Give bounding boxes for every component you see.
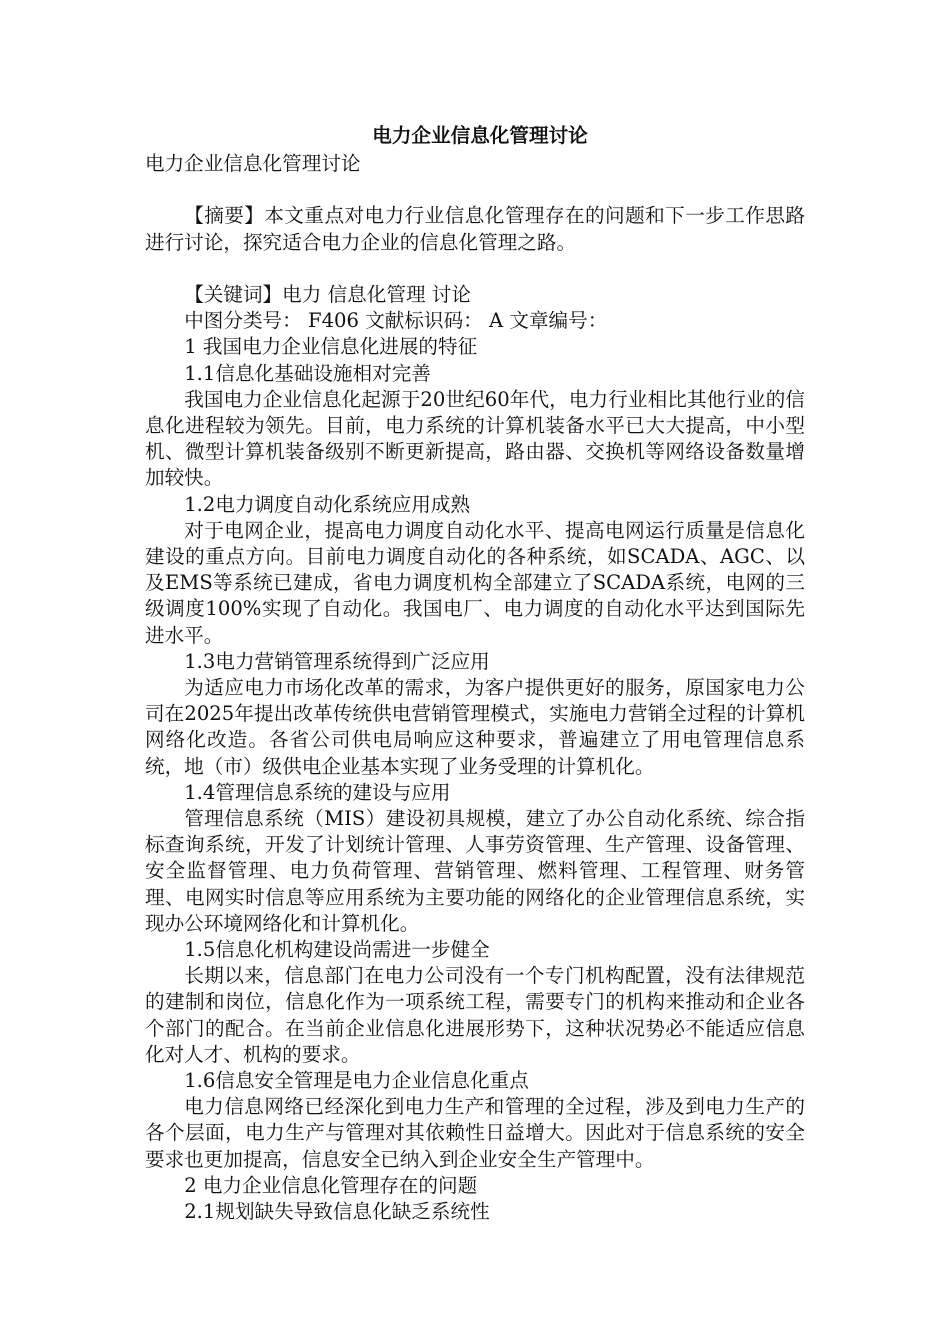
section-heading: 2.1规划缺失导致信息化缺乏系统性 [184,1200,490,1224]
section-heading: 1.2电力调度自动化系统应用成熟 [184,492,471,516]
document-body [145,121,805,1225]
section-heading: 1.5信息化机构建设尚需进一步健全 [184,938,490,962]
section-paragraph: 管理信息系统（MIS）建设初具规模，建立了办公自动化系统、综合指标查询系统，开发了计划统计管理、人事劳资管理、生产管理、设备管理、安全监督管理、电力负荷管理、营销管理、燃料管理、工程管理、财务管理、电网实时信息等应用系统为主要功能的网络化的企业管理信息系统，实现办公环境网络化和计算机化。 [145,807,805,935]
section-paragraph: 长期以来，信息部门在电力公司没有一个专门机构配置，没有法律规范的建制和岗位，信息化作为一项系统工程，需要专门的机构来推动和企业各个部门的配合。在当前企业信息化进展形势下，这种状况势必不能适应信息化对人才、机构的要求。 [145,964,805,1066]
section-heading: 1.4管理信息系统的建设与应用 [184,780,451,804]
document-subtitle: 电力企业信息化管理讨论 [145,152,361,175]
blank-line [145,256,805,282]
document-title: 电力企业信息化管理讨论 [372,124,588,147]
section-paragraph: 我国电力企业信息化起源于20世纪60年代，电力行业相比其他行业的信息化进程较为领先。目前，电力系统的计算机装备水平已大大提高，中小型机、微型计算机装备级别不断更新提高，路由器、交换机等网络设备数量增加较快。 [145,387,805,490]
blank-line [145,177,805,203]
section-heading: 1 我国电力企业信息化进展的特征 [184,335,478,359]
section-heading: 1.3电力营销管理系统得到广泛应用 [184,649,490,673]
section-paragraph: 电力信息网络已经深化到电力生产和管理的全过程，涉及到电力生产的各个层面，电力生产与管理对其依赖性日益增大。因此对于信息系统的安全要求也更加提高，信息安全已纳入到企业安全生产管理中。 [145,1095,805,1171]
section-heading: 2 电力企业信息化管理存在的问题 [184,1173,478,1197]
section-heading: 1.1信息化基础设施相对完善 [184,361,431,385]
abstract-paragraph: 【摘要】本文重点对电力行业信息化管理存在的问题和下一步工作思路进行讨论，探究适合电力企业的信息化管理之路。 [145,204,805,254]
keywords-line: 【关键词】电力 信息化管理 讨论 [184,282,471,306]
section-paragraph: 对于电网企业，提高电力调度自动化水平、提高电网运行质量是信息化建设的重点方向。目前电力调度自动化的各种系统，如SCADA、AGC、以及EMS等系统已建成，省电力调度机构全部建立了SCADA系统，电网的三级调度100%实现了自动化。我国电厂、电力调度的自动化水平达到国际先进水平。 [145,518,805,647]
section-heading: 1.6信息安全管理是电力企业信息化重点 [184,1069,529,1093]
classification-line: 中图分类号： F406 文献标识码： A 文章编号： [184,309,608,333]
section-paragraph: 为适应电力市场化改革的需求，为客户提供更好的服务，原国家电力公司在2025年提出改革传统供电营销管理模式，实施电力营销全过程的计算机网络化改造。各省公司供电局响应这种要求，普遍建立了用电管理信息系统，地（市）级供电企业基本实现了业务受理的计算机化。 [145,676,805,778]
